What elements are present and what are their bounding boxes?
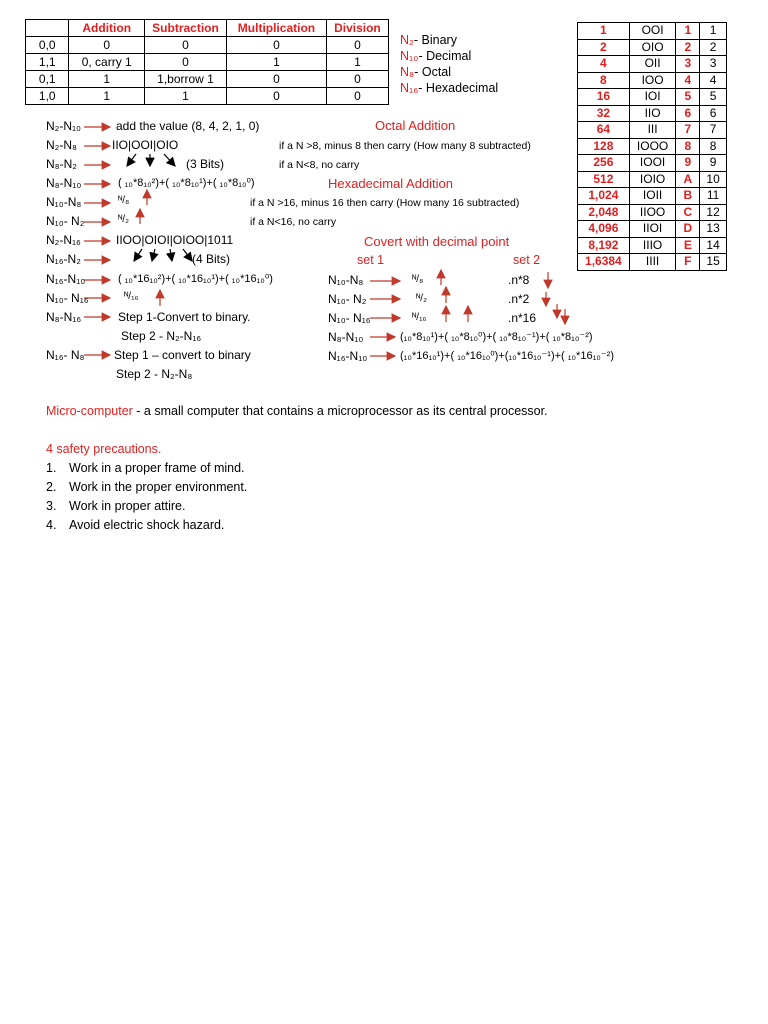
conv-cell: 7 xyxy=(676,122,700,139)
hexadecimal-addition-title: Hexadecimal Addition xyxy=(328,176,454,191)
definition-term: Micro-computer xyxy=(46,404,133,418)
dp-row-3-set1: ᴺ/₁₆ xyxy=(412,312,427,323)
conv-cell: 10 xyxy=(700,171,727,188)
safety-item-text: Work in a proper frame of mind. xyxy=(69,461,245,475)
conv-cell: 512 xyxy=(578,171,630,188)
ops-cell: 0 xyxy=(144,37,226,54)
line-n2-n10 xyxy=(46,119,260,133)
ops-cell: 1 xyxy=(69,88,144,105)
conv-cell: IIIO xyxy=(629,237,676,254)
hex-rule-2: if a N<16, no carry xyxy=(250,216,337,228)
conversion-text: ᴺ/₁₆ xyxy=(124,291,139,302)
conversion-label: N₁₀- N₁₆ xyxy=(46,291,89,305)
safety-item: 4. Avoid electric shock hazard. xyxy=(46,518,225,532)
conv-cell: 8 xyxy=(578,72,630,89)
legend-text: - Binary xyxy=(413,33,457,47)
conversion-text: ( ₁₀*16₁₀²)+( ₁₀*16₁₀¹)+( ₁₀*16₁₀⁰) xyxy=(118,273,273,285)
ops-cell: 1,1 xyxy=(26,54,69,71)
conv-cell: 2 xyxy=(676,39,700,56)
conv-cell: 3 xyxy=(676,56,700,73)
ops-header-cell: Multiplication xyxy=(227,20,327,37)
safety-title: 4 safety precautions. xyxy=(46,442,162,456)
ops-cell: 0 xyxy=(326,88,388,105)
conv-cell: IOII xyxy=(629,188,676,205)
conv-cell: IIOI xyxy=(629,221,676,238)
conv-cell: F xyxy=(676,254,700,271)
dp-row-1-set2: .n*8 xyxy=(508,273,530,287)
arrow-split-icon xyxy=(164,154,175,166)
dp-row-4-label: N₈-N₁₀ xyxy=(328,330,364,344)
line-n2-n16 xyxy=(46,233,234,247)
dp-row-3-set2: .n*16 xyxy=(508,311,537,325)
conversion-text: (4 Bits) xyxy=(192,252,231,266)
octal-rule-2: if a N<8, no carry xyxy=(279,159,360,171)
arrow-split-icon xyxy=(127,154,136,166)
conversion-text: ( ₁₀*8₁₀²)+( ₁₀*8₁₀¹)+( ₁₀*8₁₀⁰) xyxy=(118,177,255,189)
conversion-label: N₈-N₁₆ xyxy=(46,310,82,324)
ops-cell: 1 xyxy=(144,88,226,105)
conv-cell: A xyxy=(676,171,700,188)
conv-cell: 15 xyxy=(700,254,727,271)
legend-text: - Decimal xyxy=(418,49,472,63)
ops-cell: 0 xyxy=(326,71,388,88)
conversion-text: ᴺ/₂ xyxy=(118,214,129,225)
conv-cell: 8 xyxy=(700,138,727,155)
conversion-label: N₁₆-N₂ xyxy=(46,252,81,266)
conversion-text: add the value (8, 4, 2, 1, 0) xyxy=(116,119,260,133)
conversion-text: IIO|OOI|OIO xyxy=(112,138,179,152)
conv-cell: 9 xyxy=(700,155,727,172)
conv-cell: IOO xyxy=(629,72,676,89)
conversion-text: ᴺ/₈ xyxy=(118,195,130,206)
arrow-split-icon xyxy=(152,249,155,261)
safety-item-text: Work in the proper environment. xyxy=(69,480,248,494)
ops-header-cell: Subtraction xyxy=(144,20,226,37)
conversion-label: N₁₆-N₁₀ xyxy=(46,272,86,286)
n8-n16-step-2: Step 2 - N₂-N₁₆ xyxy=(121,329,202,343)
conversion-label: N₂-N₁₆ xyxy=(46,233,81,247)
n16-n8-step-2: Step 2 - N₂-N₈ xyxy=(116,367,193,381)
conv-cell: IOOO xyxy=(629,138,676,155)
safety-item-text: Work in proper attire. xyxy=(69,499,186,513)
conv-cell: 3 xyxy=(700,56,727,73)
safety-item: 1. Work in a proper frame of mind. xyxy=(46,461,245,475)
conv-cell: IOI xyxy=(629,89,676,106)
dp-row-2-label: N₁₀- N₂ xyxy=(328,292,367,306)
conversion-label: N₂-N₁₀ xyxy=(46,119,82,133)
line-n8-n16 xyxy=(46,310,251,324)
conv-cell: OII xyxy=(629,56,676,73)
ops-cell: 0 xyxy=(69,37,144,54)
octal-addition-title: Octal Addition xyxy=(375,118,456,133)
dp-row-2-set2: .n*2 xyxy=(508,292,530,306)
conv-cell: 1,6384 xyxy=(578,254,630,271)
ops-header-cell: Addition xyxy=(69,20,144,37)
conv-cell: 1 xyxy=(676,23,700,40)
conv-cell: OIO xyxy=(629,39,676,56)
conv-cell: 6 xyxy=(700,105,727,122)
ops-cell: 0, carry 1 xyxy=(69,54,144,71)
conversion-step: Step 1 – convert to binary xyxy=(114,348,251,362)
decimal-point-title: Covert with decimal point xyxy=(364,234,510,249)
ops-cell: 0 xyxy=(227,88,327,105)
conversion-step: Step 1-Convert to binary. xyxy=(118,310,251,324)
legend-symbol: N₁₀ xyxy=(400,49,419,63)
conv-cell: 1 xyxy=(700,23,727,40)
conv-cell: 4,096 xyxy=(578,221,630,238)
ops-cell: 0 xyxy=(326,37,388,54)
conv-cell: 6 xyxy=(676,105,700,122)
conv-cell: 12 xyxy=(700,204,727,221)
ops-cell: 0 xyxy=(144,54,226,71)
legend-symbol: N₈ xyxy=(400,65,415,79)
ops-cell: 1 xyxy=(227,54,327,71)
conv-cell: IIO xyxy=(629,105,676,122)
conversion-text: (3 Bits) xyxy=(186,157,225,171)
conv-cell: 5 xyxy=(676,89,700,106)
conv-cell: III xyxy=(629,122,676,139)
legend-text: - Hexadecimal xyxy=(418,81,499,95)
ops-cell: 1 xyxy=(326,54,388,71)
conv-cell: 2 xyxy=(700,39,727,56)
set-2-label: set 2 xyxy=(513,253,541,267)
conv-cell: 8,192 xyxy=(578,237,630,254)
dp-row-4-text: (₁₀*8₁₀¹)+( ₁₀*8₁₀⁰)+( ₁₀*8₁₀⁻¹)+( ₁₀*8₁₀⁻²) xyxy=(400,331,593,343)
conv-cell: 4 xyxy=(676,72,700,89)
line-n16-n2 xyxy=(46,252,231,266)
conversion-text: IIOO|OIOI|OIOO|1011 xyxy=(116,233,234,247)
conversion-label: N₁₆- N₈ xyxy=(46,348,85,362)
arrow-split-icon xyxy=(170,249,172,261)
micro-computer-definition xyxy=(46,404,548,418)
conv-cell: IIII xyxy=(629,254,676,271)
conv-cell: 256 xyxy=(578,155,630,172)
ops-cell: 0,1 xyxy=(26,71,69,88)
octal-rule-1: if a N >8, minus 8 then carry (How many 8 subtracted) xyxy=(279,140,531,152)
conv-cell: E xyxy=(676,237,700,254)
ops-header-cell: Division xyxy=(326,20,388,37)
legend-symbol: N₁₆ xyxy=(400,81,419,95)
arrow-split-icon xyxy=(134,249,142,261)
conv-cell: 13 xyxy=(700,221,727,238)
legend-symbol: N₂ xyxy=(400,33,414,47)
line-n10-n8 xyxy=(46,195,130,209)
ops-cell: 1,0 xyxy=(26,88,69,105)
conv-cell: 4 xyxy=(700,72,727,89)
arrow-split-icon xyxy=(183,249,192,261)
ops-cell: 1 xyxy=(69,71,144,88)
conversion-label: N₁₀- N₂ xyxy=(46,214,85,228)
definition-text: - a small computer that contains a microprocessor as its central processor. xyxy=(132,404,548,418)
conv-cell: IOOI xyxy=(629,155,676,172)
ops-cell: 0,0 xyxy=(26,37,69,54)
conv-cell: IIOO xyxy=(629,204,676,221)
conv-cell: 2 xyxy=(578,39,630,56)
hex-rule-1: if a N >16, minus 16 then carry (How many 16 subtracted) xyxy=(250,197,520,209)
legend-text: - Octal xyxy=(414,65,452,79)
conv-cell: 128 xyxy=(578,138,630,155)
conv-cell: B xyxy=(676,188,700,205)
conv-cell: IOIO xyxy=(629,171,676,188)
conv-cell: 5 xyxy=(700,89,727,106)
conv-cell: 16 xyxy=(578,89,630,106)
conv-cell: 64 xyxy=(578,122,630,139)
conv-cell: 1 xyxy=(578,23,630,40)
conv-cell: 32 xyxy=(578,105,630,122)
conv-cell: 7 xyxy=(700,122,727,139)
dp-row-3-label: N₁₀- N₁₆ xyxy=(328,311,371,325)
dp-row-5-label: N₁₆-N₁₀ xyxy=(328,349,368,363)
conv-cell: 4 xyxy=(578,56,630,73)
conversion-label: N₈-N₁₀ xyxy=(46,176,82,190)
ops-cell: 0 xyxy=(227,37,327,54)
line-n10-n16 xyxy=(46,291,139,305)
conv-cell: 2,048 xyxy=(578,204,630,221)
conv-cell: 11 xyxy=(700,188,727,205)
conv-cell: 14 xyxy=(700,237,727,254)
ops-cell: 0 xyxy=(227,71,327,88)
conv-cell: C xyxy=(676,204,700,221)
conv-cell: 1,024 xyxy=(578,188,630,205)
line-n10-n2 xyxy=(46,214,129,228)
safety-item-text: Avoid electric shock hazard. xyxy=(69,518,225,532)
safety-item: 3. Work in proper attire. xyxy=(46,499,186,513)
conversion-label: N₂-N₈ xyxy=(46,138,77,152)
line-n8-n10 xyxy=(46,176,255,190)
dp-row-1-label: N₁₀-N₈ xyxy=(328,273,364,287)
set-1-label: set 1 xyxy=(357,253,385,267)
line-n2-n8 xyxy=(46,138,179,152)
safety-item: 2. Work in the proper environment. xyxy=(46,480,248,494)
dp-row-2-set1: ᴺ/₂ xyxy=(416,293,427,304)
line-n16-n10 xyxy=(46,272,273,286)
conv-cell: 9 xyxy=(676,155,700,172)
conversion-label: N₁₀-N₈ xyxy=(46,195,82,209)
conv-cell: 8 xyxy=(676,138,700,155)
dp-row-1-set1: ᴺ/₈ xyxy=(412,274,424,285)
conv-cell: OOI xyxy=(629,23,676,40)
ops-cell: 1,borrow 1 xyxy=(144,71,226,88)
line-n16-n8 xyxy=(46,348,251,362)
dp-row-5-text: (₁₀*16₁₀¹)+( ₁₀*16₁₀⁰)+(₁₀*16₁₀⁻¹)+( ₁₀*16₁₀⁻²) xyxy=(400,350,614,362)
line-n8-n2 xyxy=(46,157,225,171)
conv-cell: D xyxy=(676,221,700,238)
conversion-label: N₈-N₂ xyxy=(46,157,77,171)
